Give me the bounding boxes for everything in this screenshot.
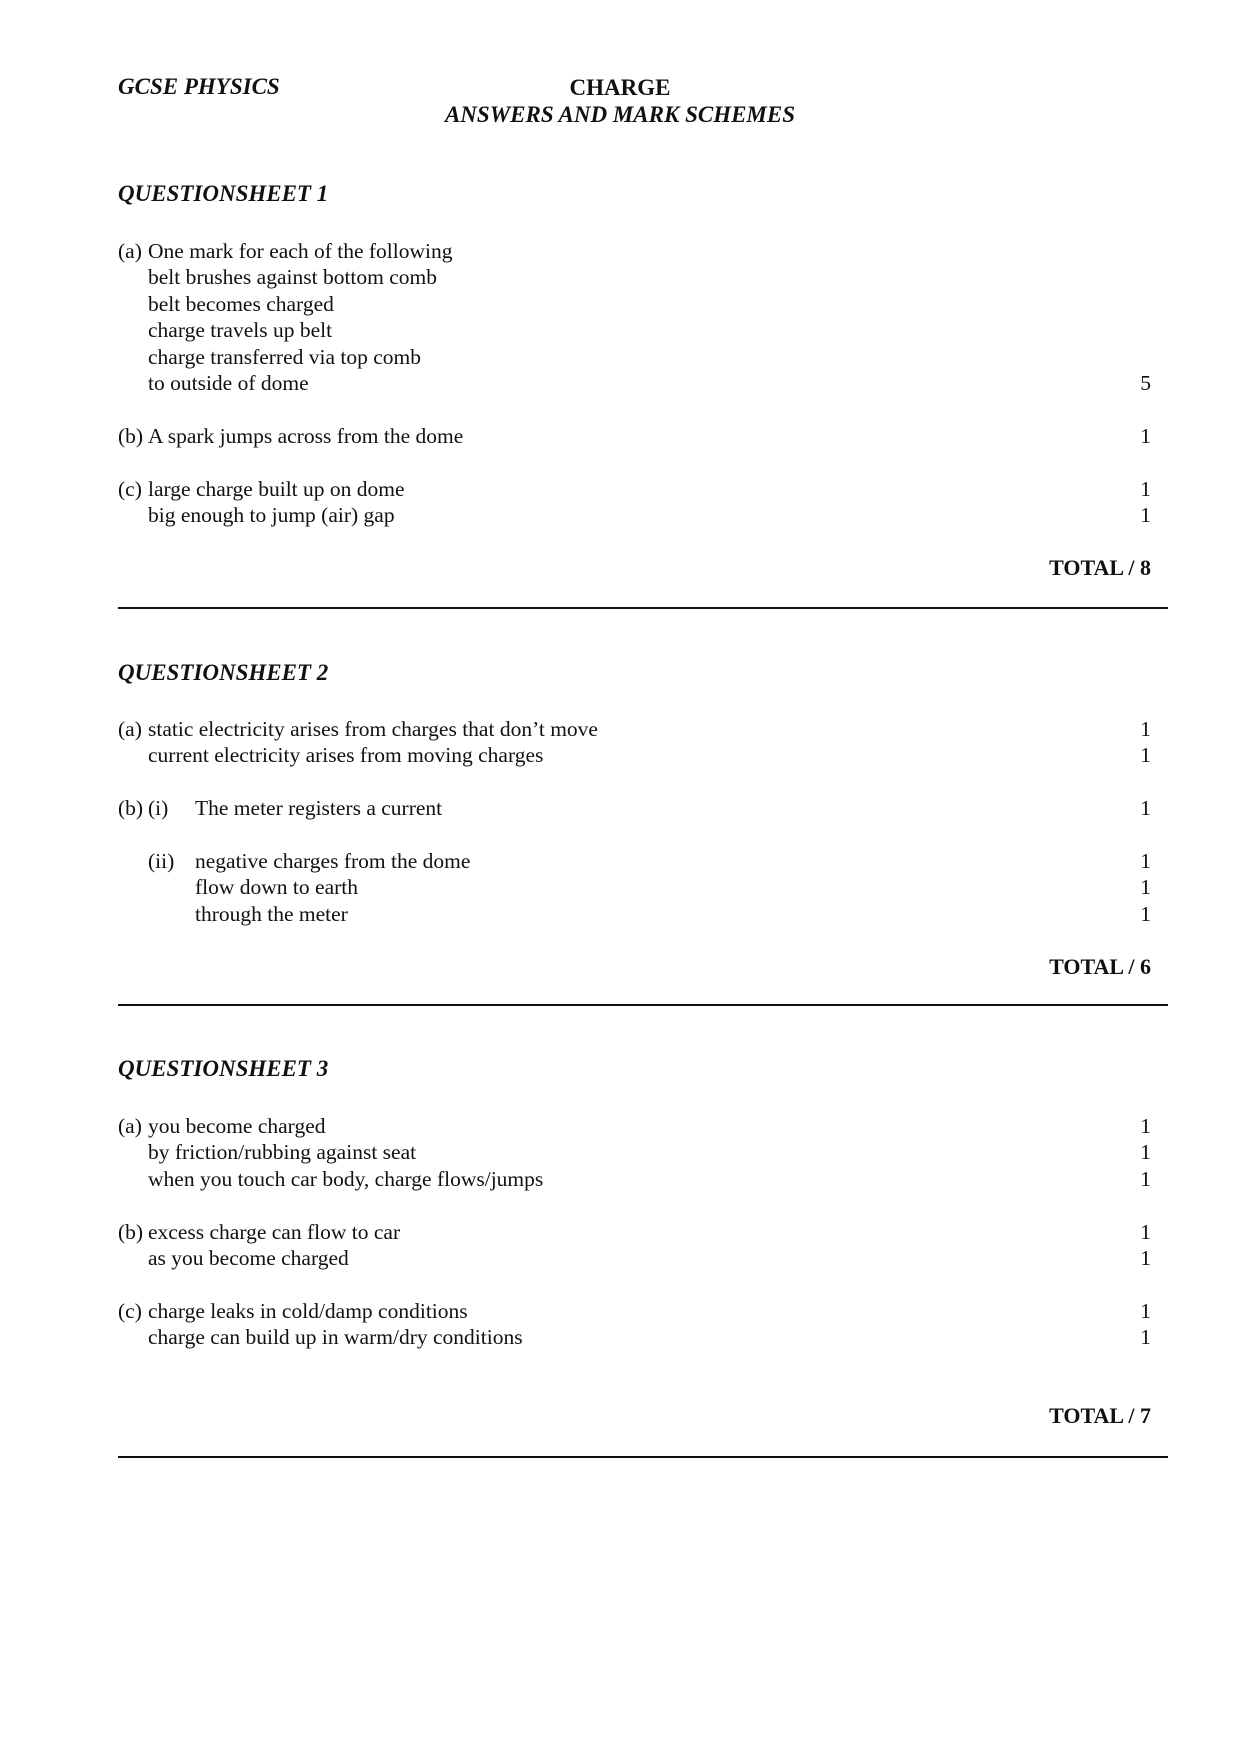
mark-value: 1 bbox=[1140, 1219, 1151, 1244]
part-label: (a) bbox=[118, 1114, 142, 1138]
part-label: (b) bbox=[118, 1219, 144, 1244]
section-divider bbox=[118, 1456, 1168, 1458]
mark-value: 1 bbox=[1140, 1166, 1151, 1191]
answer-text: belt brushes against bottom comb bbox=[148, 265, 438, 290]
answer-line bbox=[118, 370, 1168, 396]
mark-value: 1 bbox=[1140, 502, 1151, 527]
part-label: (a) bbox=[118, 717, 142, 741]
answer-line bbox=[118, 423, 1168, 449]
answer-text: negative charges from the dome bbox=[195, 848, 471, 873]
answer-line bbox=[118, 1166, 1168, 1192]
answer-line bbox=[118, 476, 1168, 502]
mark-value: 5 bbox=[1140, 370, 1151, 395]
answer-text: charge leaks in cold/damp conditions bbox=[148, 1298, 468, 1323]
mark-value: 1 bbox=[1140, 901, 1151, 926]
subpart-label: (i) bbox=[148, 796, 169, 821]
answer-text: flow down to earth bbox=[195, 875, 359, 900]
total-score bbox=[118, 954, 1168, 980]
answer-line bbox=[118, 874, 1168, 900]
answer-line bbox=[118, 291, 1168, 317]
total-label: TOTAL / 7 bbox=[1049, 1403, 1151, 1429]
mark-value: 1 bbox=[1140, 1325, 1151, 1350]
total-score bbox=[118, 555, 1168, 581]
section-divider bbox=[118, 1004, 1168, 1006]
questionsheet-title: QUESTIONSHEET 1 bbox=[118, 181, 329, 206]
answer-line bbox=[118, 264, 1168, 290]
answer-text: large charge built up on dome bbox=[148, 476, 405, 501]
answer-line bbox=[118, 344, 1168, 370]
course-label: GCSE PHYSICS bbox=[118, 74, 280, 99]
total-score bbox=[118, 1403, 1168, 1429]
mark-value: 1 bbox=[1140, 423, 1151, 448]
answer-text: through the meter bbox=[195, 901, 348, 926]
answer-line bbox=[118, 795, 1168, 821]
answer-text: to outside of dome bbox=[148, 370, 309, 395]
questionsheet-1 bbox=[118, 181, 1168, 581]
part-label: (c) bbox=[118, 476, 142, 501]
mark-value: 1 bbox=[1140, 717, 1151, 741]
answer-line bbox=[118, 1324, 1168, 1350]
answer-line bbox=[118, 716, 1168, 742]
mark-value: 1 bbox=[1140, 476, 1151, 501]
answer-text: excess charge can flow to car bbox=[148, 1219, 401, 1244]
answer-line bbox=[118, 848, 1168, 874]
section-divider bbox=[118, 607, 1168, 609]
questionsheet-title: QUESTIONSHEET 2 bbox=[118, 660, 329, 685]
answer-text: current electricity arises from moving charges bbox=[148, 743, 544, 768]
document-title: CHARGE bbox=[569, 75, 671, 100]
answer-text: The meter registers a current bbox=[195, 796, 443, 821]
mark-value: 1 bbox=[1140, 1298, 1151, 1323]
answer-text: charge can build up in warm/dry conditions bbox=[148, 1325, 523, 1350]
answer-text: static electricity arises from charges that don’t move bbox=[148, 717, 598, 741]
answer-text: charge transferred via top comb bbox=[148, 344, 422, 369]
answer-text: big enough to jump (air) gap bbox=[148, 502, 395, 527]
answer-text: by friction/rubbing against seat bbox=[148, 1140, 417, 1165]
answer-line bbox=[118, 1219, 1168, 1245]
answer-line bbox=[118, 1245, 1168, 1271]
part-label: (b) bbox=[118, 423, 144, 448]
answer-text: charge travels up belt bbox=[148, 318, 333, 343]
mark-value: 1 bbox=[1140, 743, 1151, 768]
part-label: (c) bbox=[118, 1298, 142, 1323]
answer-text: as you become charged bbox=[148, 1245, 349, 1270]
answer-line bbox=[118, 1113, 1168, 1139]
mark-value: 1 bbox=[1140, 1114, 1151, 1138]
answer-line bbox=[118, 238, 1168, 264]
answer-text: belt becomes charged bbox=[148, 291, 334, 316]
answer-text: One mark for each of the following bbox=[148, 239, 453, 263]
questionsheet-3 bbox=[118, 1056, 1168, 1430]
document-heading bbox=[380, 74, 860, 128]
answer-text: you become charged bbox=[148, 1114, 326, 1138]
answer-text: A spark jumps across from the dome bbox=[148, 423, 464, 448]
subpart-label: (ii) bbox=[148, 848, 175, 873]
mark-value: 1 bbox=[1140, 796, 1151, 821]
answer-line bbox=[118, 901, 1168, 927]
mark-value: 1 bbox=[1140, 1245, 1151, 1270]
part-label: (a) bbox=[118, 239, 142, 263]
mark-value: 1 bbox=[1140, 848, 1151, 873]
document-subtitle: ANSWERS AND MARK SCHEMES bbox=[444, 102, 796, 127]
mark-value: 1 bbox=[1140, 1140, 1151, 1165]
answer-line bbox=[118, 1139, 1168, 1165]
questionsheet-2 bbox=[118, 660, 1168, 980]
total-label: TOTAL / 8 bbox=[1049, 554, 1151, 580]
questionsheet-title: QUESTIONSHEET 3 bbox=[118, 1056, 329, 1081]
total-label: TOTAL / 6 bbox=[1049, 953, 1151, 979]
answer-line bbox=[118, 742, 1168, 768]
answer-line bbox=[118, 1298, 1168, 1324]
answer-line bbox=[118, 317, 1168, 343]
mark-value: 1 bbox=[1140, 875, 1151, 900]
answer-line bbox=[118, 502, 1168, 528]
answer-text: when you touch car body, charge flows/jumps bbox=[148, 1166, 544, 1191]
part-label: (b) bbox=[118, 796, 144, 821]
